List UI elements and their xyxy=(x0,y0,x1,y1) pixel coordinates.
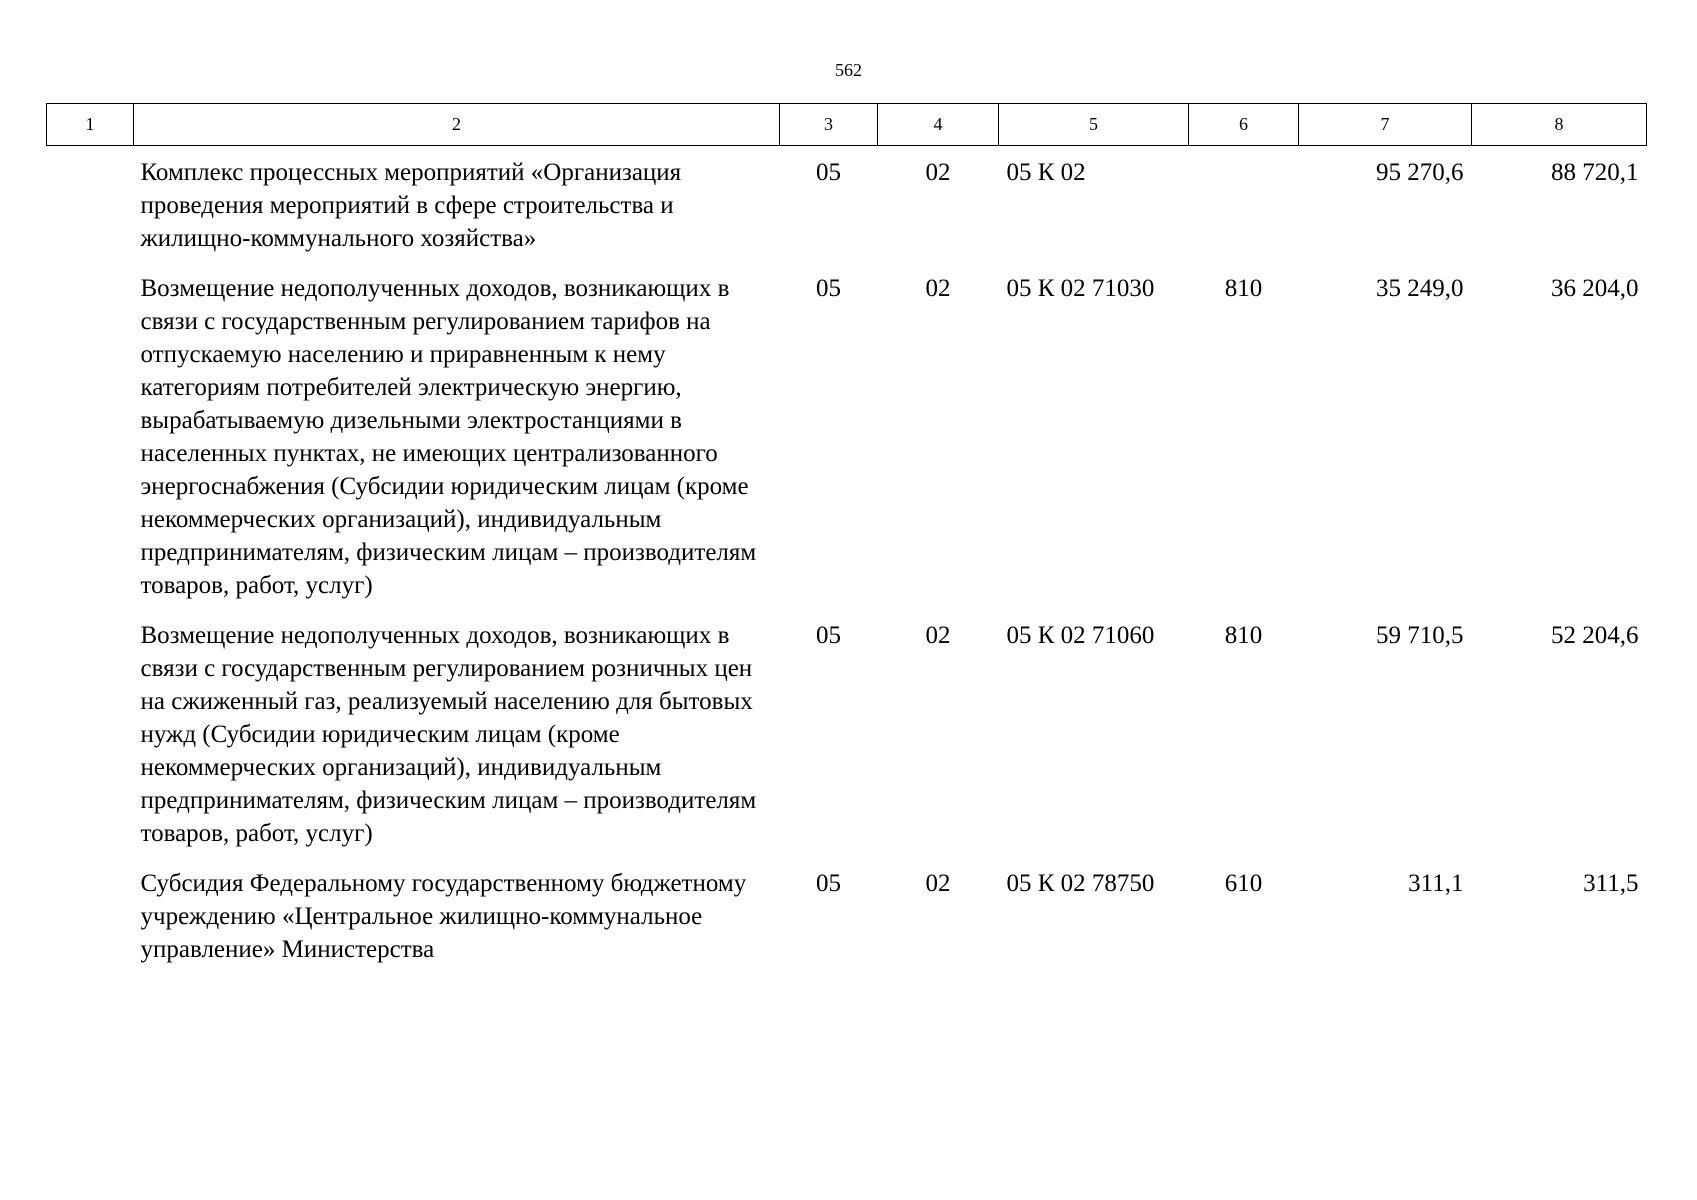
row-amount-8: 88 720,1 xyxy=(1551,159,1639,186)
row-amount-8: 36 204,0 xyxy=(1551,275,1639,302)
row-col1 xyxy=(47,263,134,610)
table-row xyxy=(47,858,1647,974)
row-csr: 05 К 02 xyxy=(1006,159,1086,186)
header-col-3: 3 xyxy=(780,104,878,146)
row-vr xyxy=(1189,146,1299,264)
row-amount-7: 59 710,5 xyxy=(1376,622,1464,649)
page-number: 562 xyxy=(835,60,862,80)
table-row xyxy=(47,263,1647,610)
row-amount-8: 311,5 xyxy=(1583,870,1639,897)
row-amount-7: 311,1 xyxy=(1408,870,1464,897)
table-header xyxy=(47,104,1647,146)
row-name: Возмещение недополученных доходов, возникающих в связи с государственным регулированием тарифов на отпускаемую населению и приравненным к нему категориям потребителей электрическую энергию, вырабатываемую дизельными электростанциями в населенных пунктах, не имеющих централизованного энергоснабжения (Субсидии юридическим лицам (кроме некоммерческих организаций), индивидуальным предпринимателям, физическим лицам – производителям товаров, работ, услуг) xyxy=(140,275,757,599)
row-rz: 05 xyxy=(816,622,841,649)
table-row xyxy=(47,146,1647,264)
row-pr: 02 xyxy=(925,870,951,897)
row-csr: 05 К 02 71060 xyxy=(1006,622,1155,649)
row-csr: 05 К 02 71030 xyxy=(1006,275,1155,302)
row-amount-7: 35 249,0 xyxy=(1376,275,1464,302)
row-amount-8: 52 204,6 xyxy=(1551,622,1639,649)
row-amount-7: 95 270,6 xyxy=(1376,159,1464,186)
header-col-4: 4 xyxy=(878,104,999,146)
header-row xyxy=(47,104,1647,146)
header-col-1: 1 xyxy=(47,104,134,146)
header-col-5: 5 xyxy=(999,104,1189,146)
row-col1 xyxy=(47,610,134,858)
header-col-7: 7 xyxy=(1299,104,1472,146)
row-rz: 05 xyxy=(816,275,841,302)
header-col-8: 8 xyxy=(1472,104,1647,146)
table-body xyxy=(47,146,1647,975)
table-row xyxy=(47,610,1647,858)
row-col1 xyxy=(47,146,134,264)
row-csr: 05 К 02 78750 xyxy=(1006,870,1155,897)
row-pr: 02 xyxy=(925,622,951,649)
row-col1 xyxy=(47,858,134,974)
row-rz: 05 xyxy=(816,159,841,186)
row-name: Субсидия Федеральному государственному бюджетному учреждению «Центральное жилищно-коммунальное управление» Министерства xyxy=(140,870,747,963)
row-name: Возмещение недополученных доходов, возникающих в связи с государственным регулированием розничных цен на сжиженный газ, реализуемый населению для бытовых нужд (Субсидии юридическим лицам (кроме некоммерческих организаций), индивидуальным предпринимателям, физическим лицам – производителям товаров, работ, услуг) xyxy=(140,622,757,847)
header-col-6: 6 xyxy=(1189,104,1299,146)
row-rz: 05 xyxy=(816,870,841,897)
row-pr: 02 xyxy=(925,275,951,302)
header-col-2: 2 xyxy=(134,104,780,146)
budget-table xyxy=(46,103,1647,974)
row-name: Комплекс процессных мероприятий «Организация проведения мероприятий в сфере строительства и жилищно-коммунального хозяйства» xyxy=(140,159,682,252)
row-vr: 810 xyxy=(1224,622,1263,649)
row-pr: 02 xyxy=(925,159,951,186)
row-vr: 810 xyxy=(1224,275,1263,302)
row-vr: 610 xyxy=(1224,870,1263,897)
